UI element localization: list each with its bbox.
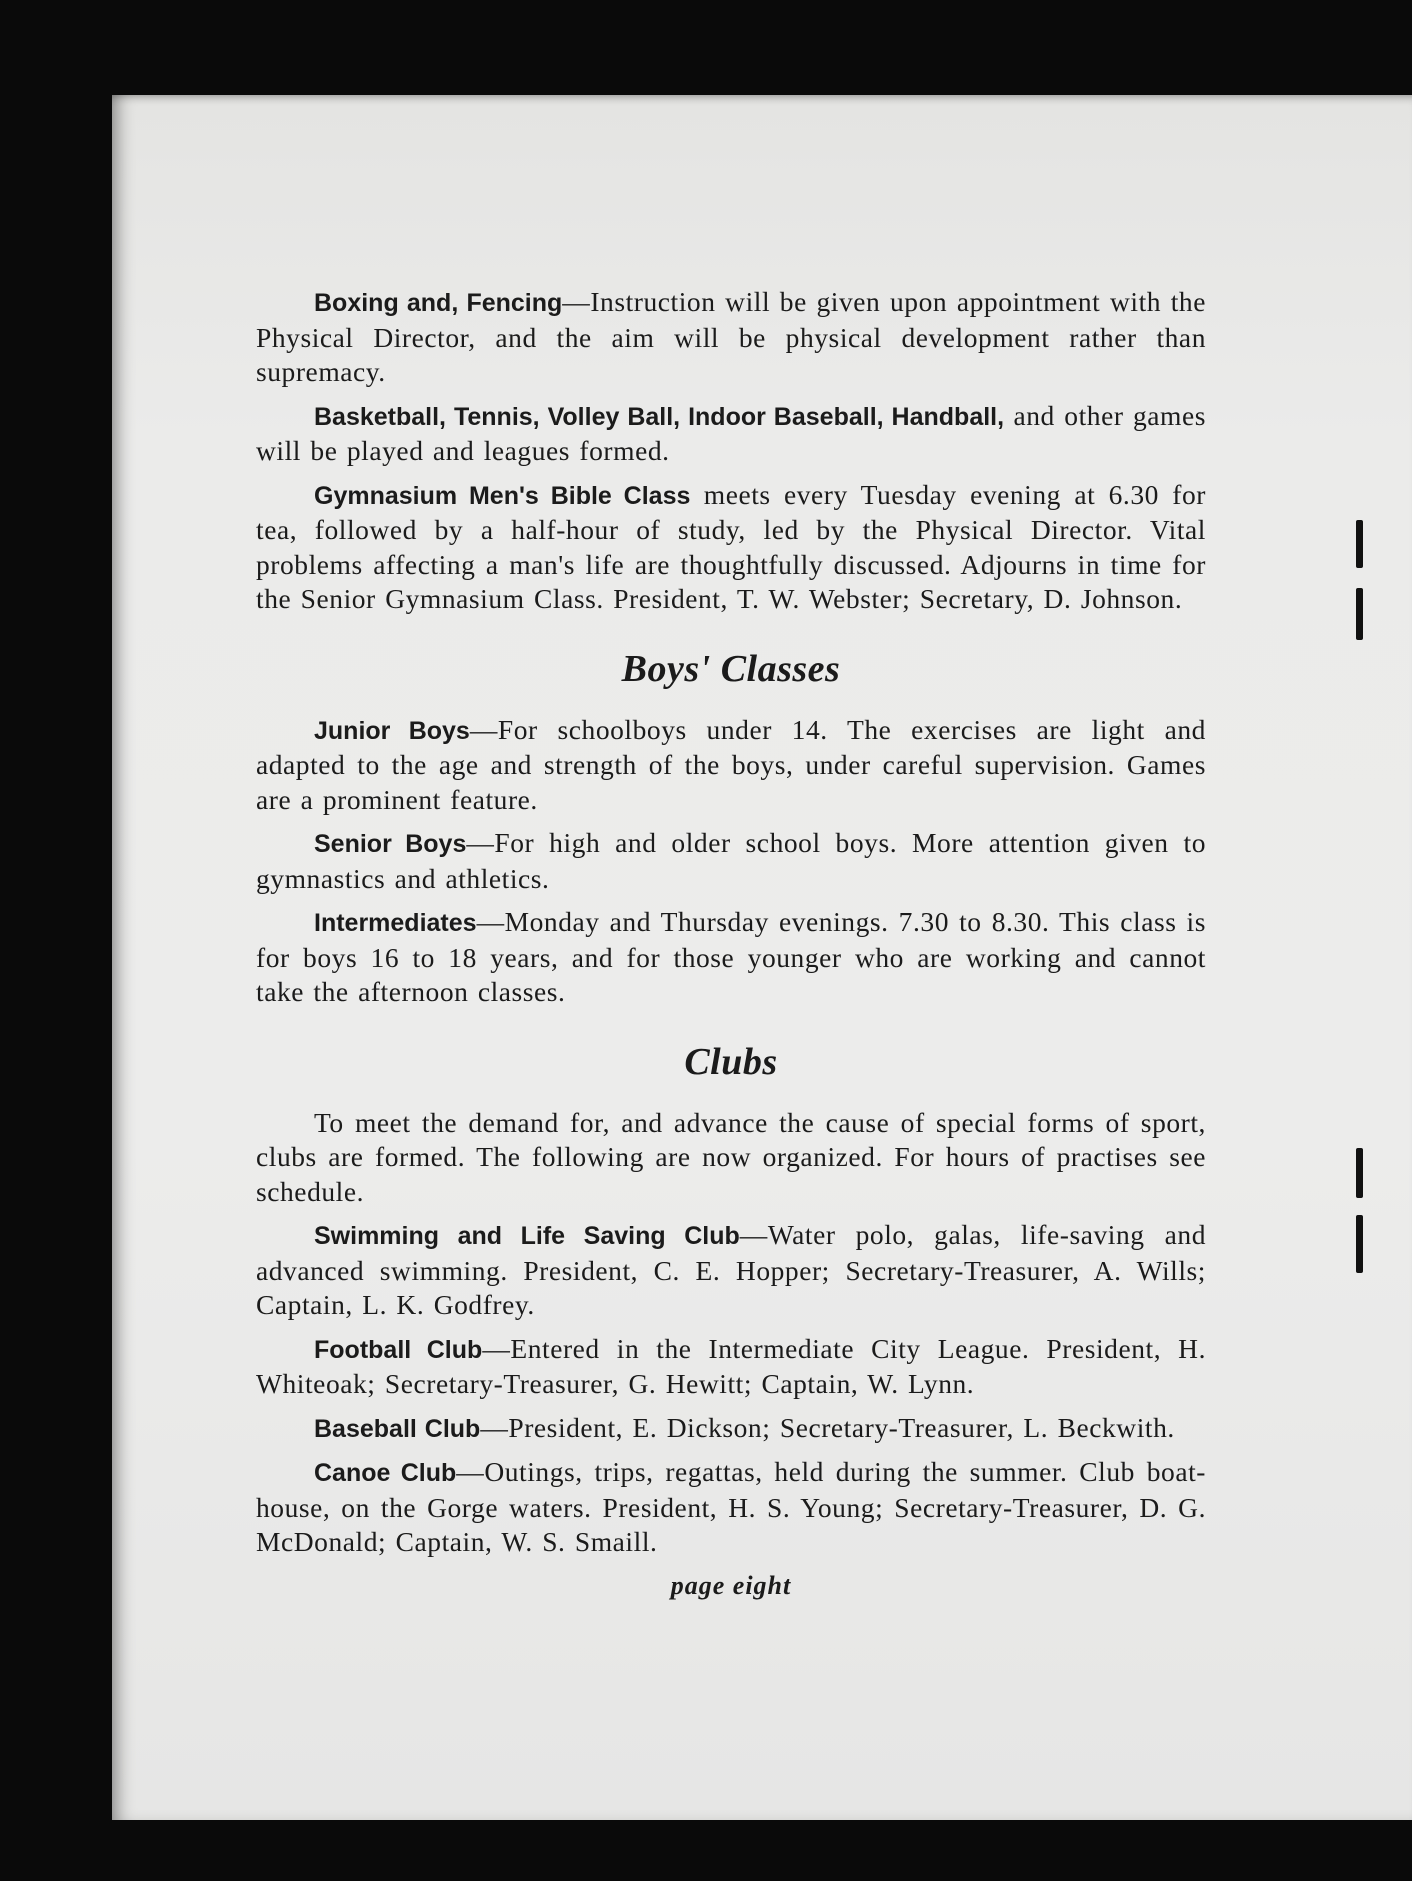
paragraph-text: —Outings, trips, regattas, held during the summer. Club boat-house, on the Gorge waters. President, H. S. Young; Secretary-Treasurer, D. G. McDonald; Captain, W. S. Smaill.: [256, 1456, 1206, 1557]
paragraph-senior-boys: [256, 826, 1206, 896]
paragraph-lead: Baseball Club: [314, 1414, 481, 1443]
paragraph-junior-boys: [256, 713, 1206, 818]
paragraph-text: —Entered in the Intermediate City League. President, H. Whiteoak; Secretary-Treasurer, G. Hewitt; Captain, W. Lynn.: [256, 1332, 1206, 1399]
paragraph-lead: Canoe Club: [314, 1459, 457, 1487]
paragraph-lead: Junior Boys: [314, 716, 470, 745]
paragraph-lead: Football Club: [314, 1335, 483, 1364]
page-edge-mark: [1356, 1215, 1363, 1273]
paragraph-text: meets every Tuesday evening at 6.30 for tea, followed by a half-hour of study, led by the Physical Director. Vital problems affecting a man's life are thoughtfully discussed. Adjourns in time for the Senior Gymnasium Class. President, T. W. Webster; Secretary, D. Johnson.: [256, 478, 1207, 614]
paragraph-lead: Gymnasium Men's Bible Class: [314, 481, 691, 510]
paragraph-intermediates: [256, 905, 1206, 1010]
paragraph-text: —For high and older school boys. More attention given to gymnastics and athletics.: [256, 827, 1206, 894]
paragraph-football-club: [256, 1332, 1206, 1402]
paragraph-lead: Senior Boys: [314, 830, 467, 858]
paragraph-text: —Instruction will be given upon appointment with the Physical Director, and the aim will be physical development rather than supremacy.: [256, 286, 1206, 387]
paragraph-text: and other games will be played and leagues formed.: [256, 399, 1206, 466]
paragraph-canoe-club: [256, 1455, 1206, 1560]
paragraph-clubs-intro: To meet the demand for, and advance the cause of special forms of sport, clubs are formed. The following are now organized. For hours of practises see schedule.: [256, 1106, 1206, 1207]
paragraph-lead: Basketball, Tennis, Volley Ball, Indoor Baseball, Handball,: [314, 402, 1005, 431]
paragraph-text: —Water polo, galas, life-saving and advanced swimming. President, C. E. Hopper; Secretary-Treasurer, A. Wills; Captain, L. K. Godfrey.: [256, 1219, 1206, 1320]
paragraph-lead: Swimming and Life Saving Club: [314, 1222, 740, 1250]
paragraph-boxing-fencing: [256, 285, 1206, 390]
paragraph-games: [256, 399, 1206, 469]
paragraph-bible-class: [256, 478, 1206, 617]
section-heading-clubs: Clubs: [684, 1040, 778, 1083]
paragraph-text: —President, E. Dickson; Secretary-Treasurer, L. Beckwith.: [480, 1411, 1175, 1443]
paragraph-text: —Monday and Thursday evenings. 7.30 to 8.30. This class is for boys 16 to 18 years, and for those younger who are working and cannot take the afternoon classes.: [256, 906, 1206, 1007]
page-edge-mark: [1356, 520, 1363, 568]
paragraph-text: —For schoolboys under 14. The exercises are light and adapted to the age and strength of the boys, under careful supervision. Games are a prominent feature.: [256, 713, 1206, 815]
page-edge-mark: [1356, 588, 1363, 640]
page-edge-mark: [1356, 1148, 1363, 1198]
section-heading-boys-classes: Boys' Classes: [621, 647, 841, 690]
page-number: page eight: [670, 1570, 792, 1600]
paragraph-baseball-club: [256, 1411, 1206, 1447]
paragraph-lead: Intermediates: [314, 909, 477, 937]
text-column: [256, 285, 1206, 1603]
paragraph-lead: Boxing and, Fencing: [314, 289, 563, 317]
paragraph-swimming-club: [256, 1218, 1206, 1323]
